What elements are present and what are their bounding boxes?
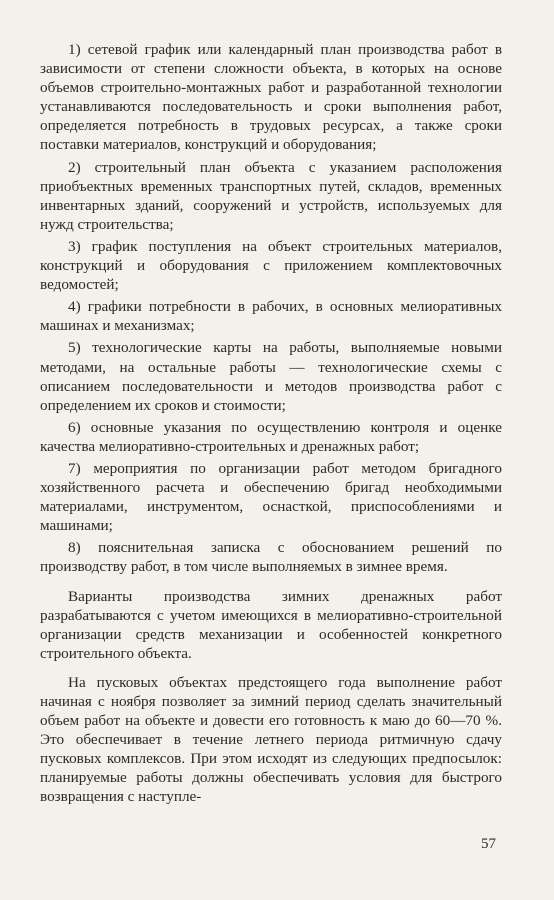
paragraph-item-7: 7) мероприятия по организации работ методом бригадного хозяйственного расчета и обеспечению бригад необходимыми материалами, инструментом, оснасткой, приспособлениями и машинами; xyxy=(40,459,502,535)
paragraph-item-4: 4) графики потребности в рабочих, в основных мелиоративных машинах и механизмах; xyxy=(40,298,502,335)
paragraph-winter-variants: Варианты производства зимних дренажных работ разрабатываются с учетом имеющихся в мелиоративно-строительной организации средств механизации и особенностей конкретного строительного объекта. xyxy=(40,587,502,662)
document-page xyxy=(40,40,502,810)
paragraph-launch-objects: На пусковых объектах предстоящего года выполнение работ начиная с ноября позволяет за зимний период сделать значительный объем работ на объекте и довести его готовность к маю до 60—70 %. Это обеспечивает в течение летнего периода ритмичную сдачу пусковых комплексов. При этом исходят из следующих предпосылок: планируемые работы должны обеспечивать условия для быстрого возвращения с наступле- xyxy=(40,673,502,806)
paragraph-item-6: 6) основные указания по осуществлению контроля и оценке качества мелиоративно-строительных и дренажных работ; xyxy=(40,418,502,455)
paragraph-item-1: 1) сетевой график или календарный план производства работ в зависимости от степени сложности объекта, в которых на основе объемов строительно-монтажных работ и разработанной технологии устанавливаются последовательность и сроки выполнения работ, определяется потребность в трудовых ресурсах, а также сроки поставки материалов, конструкций и оборудования; xyxy=(40,41,502,154)
paragraph-item-8: 8) пояснительная записка с обоснованием решений по производству работ, в том числе выполняемых в зимнее время. xyxy=(40,539,502,576)
paragraph-item-5: 5) технологические карты на работы, выполняемые новыми методами, на остальные работы — технологические схемы с описанием последовательности и методов производства работ с определением их сроков и стоимости; xyxy=(40,339,502,414)
page-number: 57 xyxy=(481,836,496,852)
paragraph-item-2: 2) строительный план объекта с указанием расположения приобъектных временных транспортных путей, складов, временных инвентарных зданий, сооружений и устройств, используемых для нужд строительства; xyxy=(40,158,502,233)
paragraph-item-3: 3) график поступления на объект строительных материалов, конструкций и оборудования с приложением комплектовочных ведомостей; xyxy=(40,237,502,294)
